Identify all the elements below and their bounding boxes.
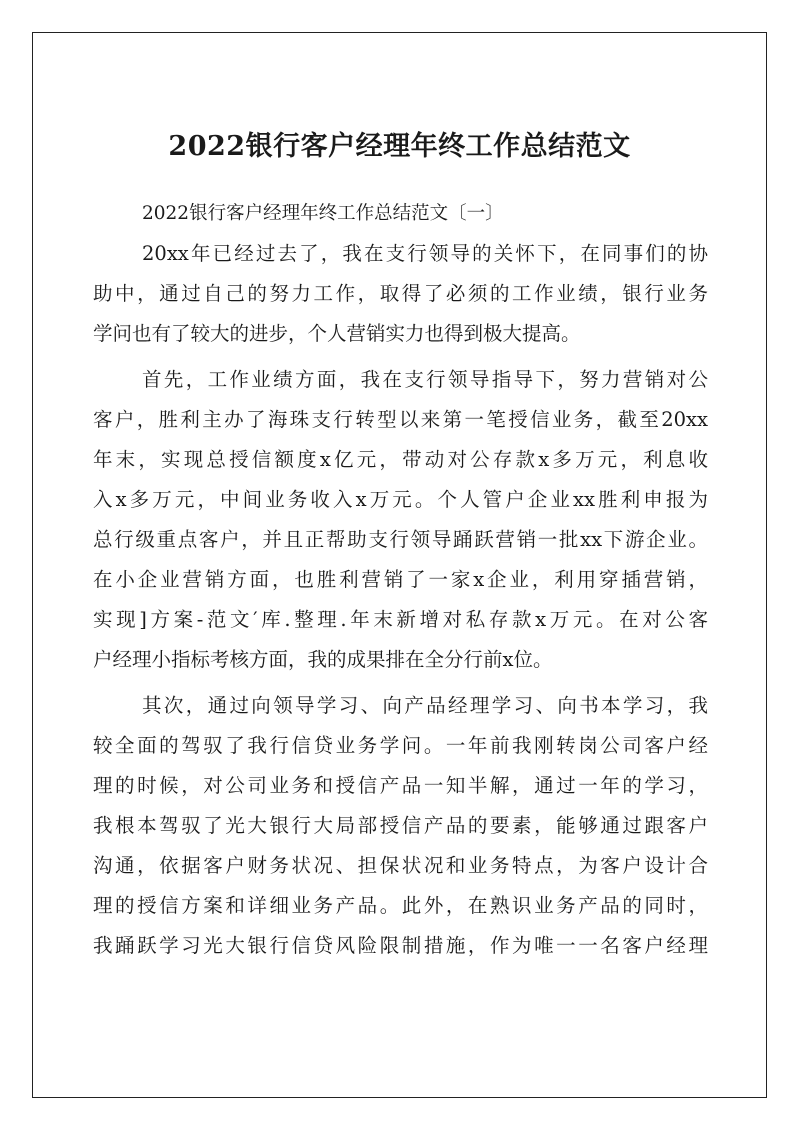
section-heading: 2022银行客户经理年终工作总结范文〔一〕 bbox=[142, 203, 504, 224]
paragraph-2-line-1: 首先，工作业绩方面，我在支行领导指导下，努力营销对公 bbox=[142, 368, 708, 391]
paragraph-3-line-5: 沟通，依据客户财务状况、担保状况和业务特点，为客户设计合 bbox=[93, 854, 708, 877]
paragraph-3-line-7: 我踊跃学习光大银行信贷风险限制措施，作为唯一一名客户经理 bbox=[93, 934, 708, 957]
paragraph-2-line-4: 入x多万元，中间业务收入x万元。个人管户企业xx胜利申报为 bbox=[93, 488, 708, 511]
document-body bbox=[93, 194, 708, 966]
paragraph-2-line-7: 实现]方案-范文′库.整理.年末新增对私存款x万元。在对公客 bbox=[93, 608, 708, 631]
paragraph-2-line-3: 年末，实现总授信额度x亿元，带动对公存款x多万元，利息收 bbox=[93, 448, 708, 471]
paragraph-3-line-6: 理的授信方案和详细业务产品。此外，在熟识业务产品的同时， bbox=[93, 894, 708, 917]
paragraph-3-line-1: 其次，通过向领导学习、向产品经理学习、向书本学习，我 bbox=[142, 694, 708, 717]
paragraph-2-line-5: 总行级重点客户，并且正帮助支行领导踊跃营销一批xx下游企业。 bbox=[93, 528, 708, 551]
paragraph-1-line-3: 学问也有了较大的进步，个人营销实力也得到极大提高。 bbox=[93, 322, 581, 345]
paragraph-2-line-6: 在小企业营销方面，也胜利营销了一家x企业，利用穿插营销， bbox=[93, 568, 708, 591]
paragraph-1-line-2: 助中，通过自己的努力工作，取得了必须的工作业绩，银行业务 bbox=[93, 282, 708, 305]
paragraph-2-line-2: 客户，胜利主办了海珠支行转型以来第一笔授信业务，截至20xx bbox=[93, 408, 708, 431]
paragraph-3-line-4: 我根本驾驭了光大银行大局部授信产品的要素，能够通过跟客户 bbox=[93, 814, 708, 837]
paragraph-2-line-8: 户经理小指标考核方面，我的成果排在全分行前x位。 bbox=[93, 648, 553, 671]
paragraph-3-line-3: 理的时候，对公司业务和授信产品一知半解，通过一年的学习， bbox=[93, 774, 708, 797]
document-title: 2022银行客户经理年终工作总结范文 bbox=[168, 131, 631, 162]
paragraph-1-line-1: 20xx年已经过去了，我在支行领导的关怀下，在同事们的协 bbox=[142, 242, 708, 265]
paragraph-3-line-2: 较全面的驾驭了我行信贷业务学问。一年前我刚转岗公司客户经 bbox=[93, 734, 708, 757]
